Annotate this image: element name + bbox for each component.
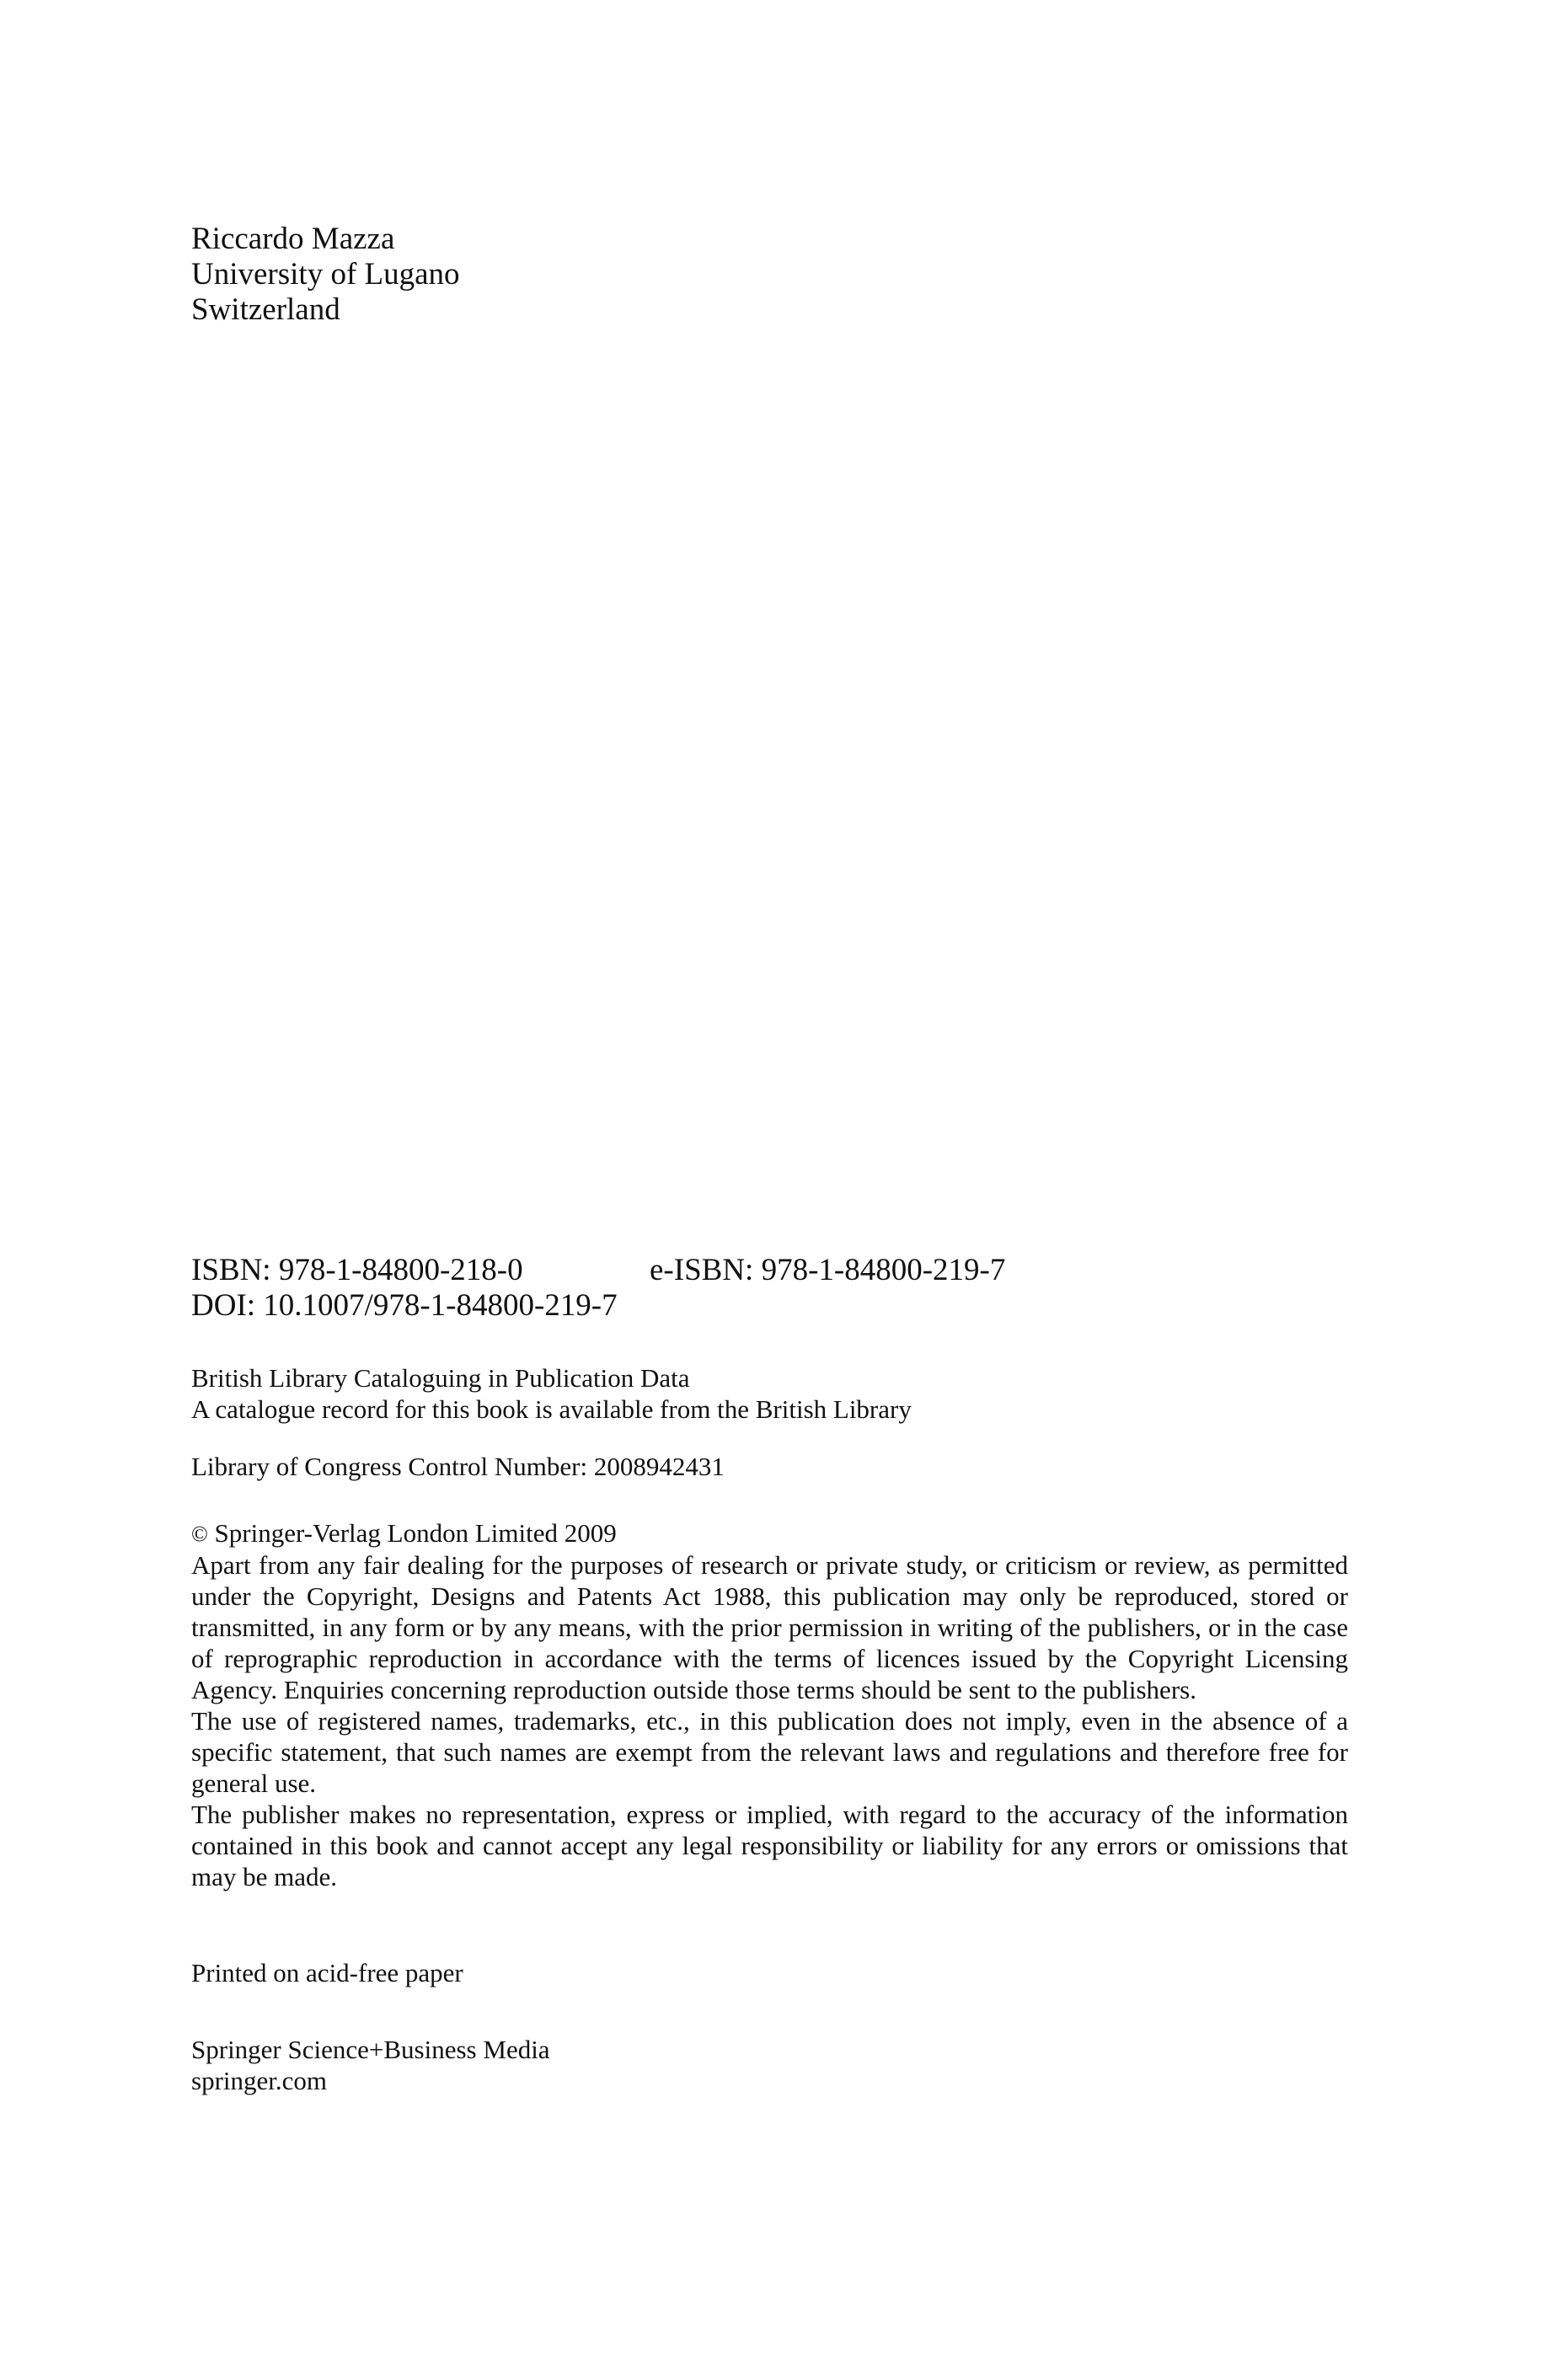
copyright-paragraph-3: The publisher makes no representation, express or implied, with regard to the accuracy of the information contained in this book and cannot accept any legal responsibility or liability for any errors or omissions that may be made. xyxy=(191,1800,1348,1891)
cataloguing-block xyxy=(191,1362,912,1425)
loc-block xyxy=(191,1451,725,1482)
copyright-paragraph-2: The use of registered names, trademarks, etc., in this publication does not imply, even in the absence of a specific statement, that such names are exempt from the relevant laws and regulations and therefore free for general use. xyxy=(191,1706,1348,1798)
isbn-row xyxy=(191,1253,1006,1288)
copyright-block xyxy=(191,1517,1348,1892)
copyright-paragraph-1: Apart from any fair dealing for the purposes of research or private study, or criticism or review, as permitted under the Copyright, Designs and Patents Act 1988, this publication may only be reproduced, stored or transmitted, in any form or by any means, with the prior permission in writing of the publishers, or in the case of reprographic reproduction in accordance with the terms of licences issued by the Copyright Licensing Agency. Enquiries concerning reproduction outside those terms should be sent to the publishers. xyxy=(191,1550,1348,1704)
isbn: ISBN: 978-1-84800-218-0 xyxy=(191,1253,523,1287)
loc-control-number: Library of Congress Control Number: 2008942431 xyxy=(191,1452,725,1481)
cataloguing-heading: British Library Cataloguing in Publication Data xyxy=(191,1363,690,1393)
cataloguing-record: A catalogue record for this book is available from the British Library xyxy=(191,1394,912,1424)
author-affiliation: University of Lugano xyxy=(191,257,460,292)
publisher-website: springer.com xyxy=(191,2066,327,2095)
copyright-line xyxy=(191,1517,1348,1549)
printed-note: Printed on acid-free paper xyxy=(191,1958,463,1987)
author-block xyxy=(191,222,460,328)
e-isbn: e-ISBN: 978-1-84800-219-7 xyxy=(650,1253,1006,1287)
author-name: Riccardo Mazza xyxy=(191,222,395,256)
identifiers-block xyxy=(191,1253,1006,1324)
copyright-holder: Springer-Verlag London Limited 2009 xyxy=(214,1518,617,1548)
printed-block xyxy=(191,1957,463,1988)
copyright-icon: © xyxy=(191,1522,208,1546)
publisher-block xyxy=(191,2034,550,2096)
publisher-name: Springer Science+Business Media xyxy=(191,2035,550,2064)
author-country: Switzerland xyxy=(191,292,340,327)
doi: DOI: 10.1007/978-1-84800-219-7 xyxy=(191,1288,618,1323)
